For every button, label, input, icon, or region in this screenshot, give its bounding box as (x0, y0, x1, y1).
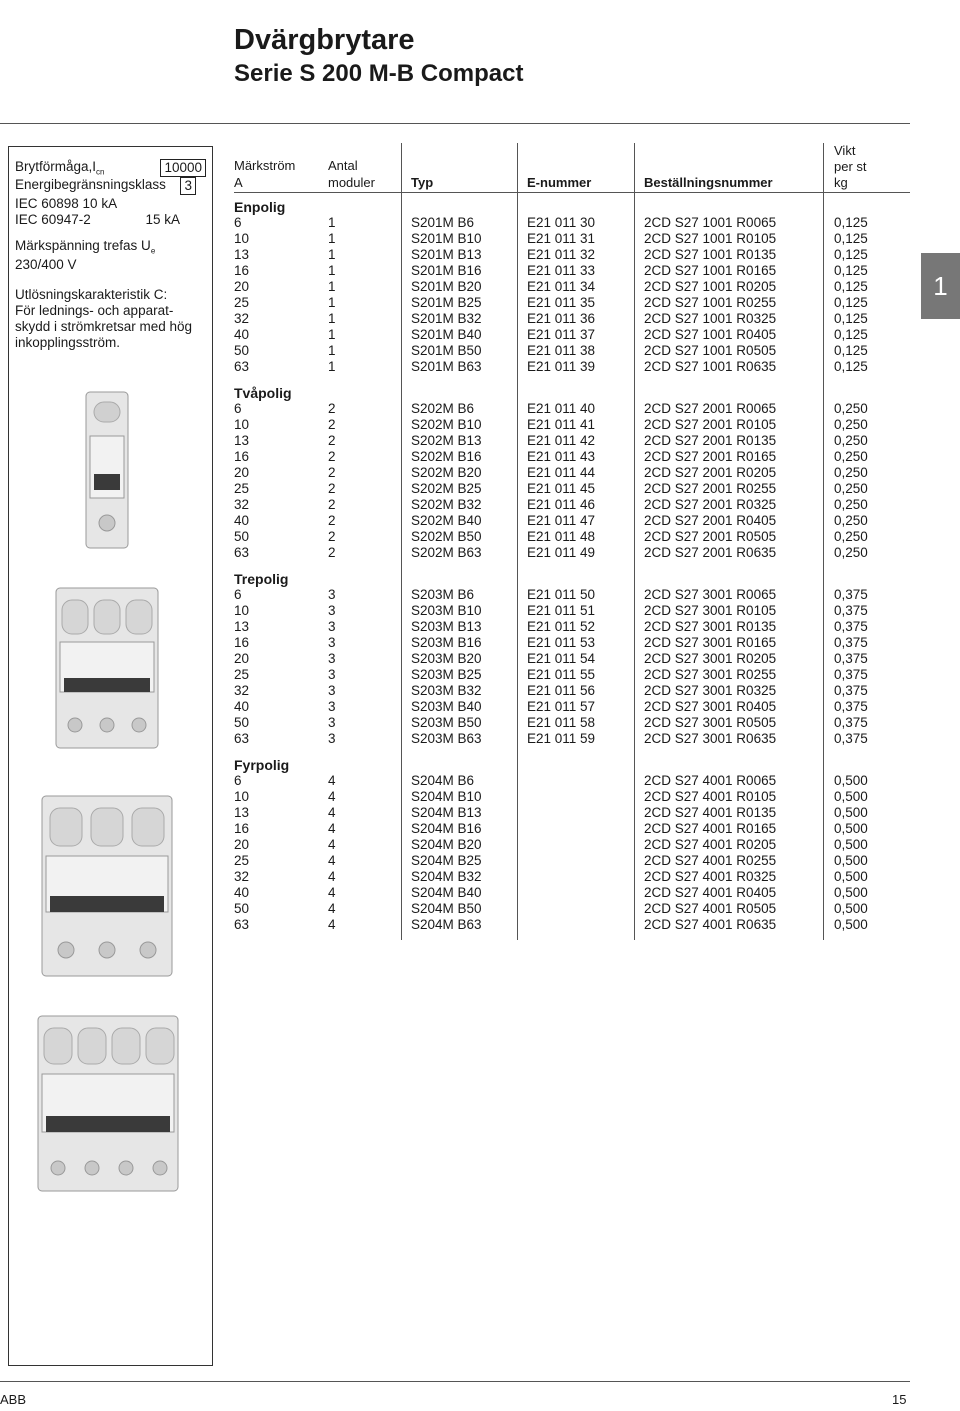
cell-enumber: E21 011 35 (527, 295, 596, 310)
cell-type: S203M B16 (411, 635, 482, 650)
cell-current: 50 (234, 529, 250, 544)
cell-modules: 3 (328, 587, 336, 602)
cell-enumber: E21 011 45 (527, 481, 596, 496)
cell-modules: 3 (328, 635, 336, 650)
cell-weight: 0,375 (834, 667, 868, 682)
cell-weight: 0,375 (834, 699, 868, 714)
cell-type: S202M B20 (411, 465, 482, 480)
cell-current: 50 (234, 715, 250, 730)
cell-weight: 0,500 (834, 869, 868, 884)
cell-current: 16 (234, 635, 250, 650)
cell-modules: 4 (328, 773, 336, 788)
group-heading: Fyrpolig (234, 757, 290, 773)
cell-modules: 4 (328, 917, 336, 932)
group-heading: Tvåpolig (234, 385, 292, 401)
cell-type: S201M B32 (411, 311, 482, 326)
cell-modules: 1 (328, 327, 336, 342)
cell-enumber: E21 011 46 (527, 497, 596, 512)
cell-weight: 0,375 (834, 587, 868, 602)
cell-enumber: E21 011 36 (527, 311, 596, 326)
header-modules-2: moduler (328, 175, 375, 190)
cell-type: S201M B10 (411, 231, 482, 246)
cell-order: 2CD S27 3001 R0165 (644, 635, 777, 650)
cell-enumber: E21 011 59 (527, 731, 596, 746)
cell-current: 40 (234, 885, 250, 900)
cell-type: S203M B25 (411, 667, 482, 682)
cell-current: 6 (234, 401, 242, 416)
cell-order: 2CD S27 3001 R0635 (644, 731, 777, 746)
spec-desc-1: För lednings- och apparat- (15, 303, 174, 318)
cell-weight: 0,250 (834, 497, 868, 512)
cell-weight: 0,250 (834, 401, 868, 416)
cell-type: S202M B32 (411, 497, 482, 512)
cell-order: 2CD S27 3001 R0205 (644, 651, 777, 666)
header-enumber: E-nummer (527, 175, 592, 190)
cell-order: 2CD S27 4001 R0165 (644, 821, 777, 836)
cell-modules: 1 (328, 343, 336, 358)
cell-current: 50 (234, 343, 250, 358)
spec-iec-60947: IEC 60947-2 15 kA (15, 212, 180, 227)
cell-enumber: E21 011 49 (527, 545, 596, 560)
cell-weight: 0,500 (834, 853, 868, 868)
cell-type: S201M B40 (411, 327, 482, 342)
cell-enumber: E21 011 47 (527, 513, 596, 528)
cell-modules: 2 (328, 417, 336, 432)
cell-order: 2CD S27 4001 R0505 (644, 901, 777, 916)
spec-rated-voltage: Märkspänning trefas $U_e$ (15, 238, 156, 256)
cell-enumber: E21 011 53 (527, 635, 596, 650)
cell-weight: 0,375 (834, 731, 868, 746)
breaking-capacity-value: 10000 (160, 159, 206, 177)
header-type: Typ (411, 175, 434, 190)
cell-enumber: E21 011 58 (527, 715, 596, 730)
cell-current: 25 (234, 481, 250, 496)
cell-order: 2CD S27 3001 R0065 (644, 587, 777, 602)
cell-modules: 1 (328, 231, 336, 246)
cell-current: 25 (234, 295, 250, 310)
cell-current: 13 (234, 619, 250, 634)
cell-order: 2CD S27 2001 R0065 (644, 401, 777, 416)
cell-weight: 0,250 (834, 513, 868, 528)
cell-order: 2CD S27 4001 R0255 (644, 853, 777, 868)
header-modules-1: Antal (328, 158, 358, 173)
cell-weight: 0,375 (834, 603, 868, 618)
cell-order: 2CD S27 4001 R0635 (644, 917, 777, 932)
cell-modules: 2 (328, 481, 336, 496)
cell-enumber: E21 011 38 (527, 343, 596, 358)
cell-weight: 0,125 (834, 327, 868, 342)
cell-weight: 0,250 (834, 481, 868, 496)
cell-type: S202M B40 (411, 513, 482, 528)
cell-modules: 3 (328, 651, 336, 666)
cell-type: S202M B10 (411, 417, 482, 432)
cell-weight: 0,250 (834, 545, 868, 560)
cell-weight: 0,125 (834, 263, 868, 278)
cell-type: S203M B40 (411, 699, 482, 714)
cell-current: 13 (234, 433, 250, 448)
spec-breaking-capacity: $Brytförmåga,I_{cn}$ 10000 (15, 159, 206, 181)
cell-weight: 0,250 (834, 433, 868, 448)
cell-weight: 0,125 (834, 215, 868, 230)
cell-modules: 2 (328, 401, 336, 416)
cell-enumber: E21 011 32 (527, 247, 596, 262)
cell-modules: 1 (328, 263, 336, 278)
cell-order: 2CD S27 4001 R0405 (644, 885, 777, 900)
cell-modules: 4 (328, 853, 336, 868)
cell-weight: 0,250 (834, 465, 868, 480)
cell-order: 2CD S27 1001 R0165 (644, 263, 777, 278)
cell-order: 2CD S27 1001 R0405 (644, 327, 777, 342)
cell-enumber: E21 011 50 (527, 587, 596, 602)
cell-enumber: E21 011 42 (527, 433, 596, 448)
cell-type: S204M B63 (411, 917, 482, 932)
cell-type: S201M B20 (411, 279, 482, 294)
cell-current: 32 (234, 497, 250, 512)
cell-weight: 0,125 (834, 311, 868, 326)
cell-type: S203M B13 (411, 619, 482, 634)
cell-order: 2CD S27 3001 R0405 (644, 699, 777, 714)
cell-enumber: E21 011 37 (527, 327, 596, 342)
cell-current: 16 (234, 821, 250, 836)
cell-order: 2CD S27 3001 R0505 (644, 715, 777, 730)
group-heading: Trepolig (234, 571, 289, 587)
cell-current: 32 (234, 683, 250, 698)
col-divider-4 (823, 143, 824, 940)
cell-current: 13 (234, 247, 250, 262)
cell-current: 40 (234, 513, 250, 528)
cell-weight: 0,500 (834, 773, 868, 788)
cell-enumber: E21 011 55 (527, 667, 596, 682)
cell-order: 2CD S27 2001 R0205 (644, 465, 777, 480)
cell-modules: 1 (328, 247, 336, 262)
cell-enumber: E21 011 41 (527, 417, 596, 432)
cell-modules: 2 (328, 497, 336, 512)
cell-order: 2CD S27 2001 R0325 (644, 497, 777, 512)
cell-modules: 1 (328, 215, 336, 230)
cell-order: 2CD S27 1001 R0255 (644, 295, 777, 310)
cell-current: 6 (234, 773, 242, 788)
cell-enumber: E21 011 44 (527, 465, 596, 480)
col-divider-2 (517, 143, 518, 940)
cell-current: 63 (234, 545, 250, 560)
cell-order: 2CD S27 3001 R0105 (644, 603, 777, 618)
cell-weight: 0,250 (834, 449, 868, 464)
footer-brand: ABB (0, 1392, 27, 1407)
cell-modules: 4 (328, 821, 336, 836)
cell-type: S204M B25 (411, 853, 482, 868)
chapter-tab: 1 (921, 253, 960, 319)
cell-modules: 3 (328, 731, 336, 746)
header-current-2: A (234, 175, 243, 190)
cell-type: S204M B40 (411, 885, 482, 900)
cell-weight: 0,250 (834, 417, 868, 432)
cell-enumber: E21 011 57 (527, 699, 596, 714)
cell-modules: 1 (328, 295, 336, 310)
cell-enumber: E21 011 34 (527, 279, 596, 294)
cell-weight: 0,250 (834, 529, 868, 544)
energy-class-value: 3 (180, 177, 196, 195)
cell-modules: 4 (328, 901, 336, 916)
cell-modules: 4 (328, 805, 336, 820)
cell-weight: 0,125 (834, 279, 868, 294)
cell-modules: 2 (328, 433, 336, 448)
cell-modules: 4 (328, 837, 336, 852)
cell-weight: 0,500 (834, 837, 868, 852)
footer-rule (0, 1381, 910, 1382)
page-number: 15 (892, 1392, 907, 1407)
cell-type: S202M B16 (411, 449, 482, 464)
cell-weight: 0,500 (834, 805, 868, 820)
cell-order: 2CD S27 4001 R0105 (644, 789, 777, 804)
cell-current: 32 (234, 869, 250, 884)
breaker-1pole-image (72, 388, 142, 553)
cell-current: 10 (234, 231, 250, 246)
cell-modules: 1 (328, 311, 336, 326)
cell-current: 40 (234, 327, 250, 342)
cell-current: 10 (234, 603, 250, 618)
cell-order: 2CD S27 1001 R0635 (644, 359, 777, 374)
cell-type: S203M B32 (411, 683, 482, 698)
cell-order: 2CD S27 2001 R0255 (644, 481, 777, 496)
cell-weight: 0,125 (834, 247, 868, 262)
cell-enumber: E21 011 54 (527, 651, 596, 666)
cell-current: 20 (234, 279, 250, 294)
cell-order: 2CD S27 2001 R0405 (644, 513, 777, 528)
cell-type: S203M B50 (411, 715, 482, 730)
cell-modules: 2 (328, 513, 336, 528)
cell-weight: 0,125 (834, 343, 868, 358)
spec-desc-3: inkopplingsström. (15, 335, 121, 350)
cell-modules: 4 (328, 789, 336, 804)
cell-modules: 3 (328, 603, 336, 618)
cell-order: 2CD S27 4001 R0325 (644, 869, 777, 884)
cell-weight: 0,375 (834, 683, 868, 698)
cell-order: 2CD S27 1001 R0325 (644, 311, 777, 326)
cell-order: 2CD S27 1001 R0505 (644, 343, 777, 358)
cell-current: 25 (234, 667, 250, 682)
cell-weight: 0,375 (834, 619, 868, 634)
cell-order: 2CD S27 4001 R0065 (644, 773, 777, 788)
cell-type: S201M B16 (411, 263, 482, 278)
cell-current: 20 (234, 837, 250, 852)
cell-weight: 0,500 (834, 821, 868, 836)
cell-current: 10 (234, 417, 250, 432)
cell-current: 32 (234, 311, 250, 326)
cell-type: S201M B13 (411, 247, 482, 262)
cell-modules: 2 (328, 545, 336, 560)
cell-type: S202M B25 (411, 481, 482, 496)
cell-order: 2CD S27 4001 R0135 (644, 805, 777, 820)
cell-weight: 0,375 (834, 715, 868, 730)
cell-enumber: E21 011 39 (527, 359, 596, 374)
cell-weight: 0,500 (834, 901, 868, 916)
cell-type: S201M B6 (411, 215, 475, 230)
spec-energy-class: Energibegränsningsklass 3 (15, 177, 196, 193)
cell-modules: 3 (328, 683, 336, 698)
cell-modules: 1 (328, 279, 336, 294)
header-weight-2: per st (834, 159, 867, 174)
cell-current: 40 (234, 699, 250, 714)
cell-enumber: E21 011 52 (527, 619, 596, 634)
cell-type: S201M B63 (411, 359, 482, 374)
col-divider-1 (401, 143, 402, 940)
cell-modules: 3 (328, 715, 336, 730)
cell-order: 2CD S27 2001 R0165 (644, 449, 777, 464)
header-current-1: Märkström (234, 158, 296, 173)
cell-type: S204M B13 (411, 805, 482, 820)
cell-order: 2CD S27 4001 R0205 (644, 837, 777, 852)
cell-order: 2CD S27 2001 R0505 (644, 529, 777, 544)
cell-weight: 0,375 (834, 635, 868, 650)
spec-desc-2: skydd i strömkretsar med hög (15, 319, 193, 334)
cell-weight: 0,125 (834, 359, 868, 374)
cell-weight: 0,500 (834, 789, 868, 804)
cell-order: 2CD S27 1001 R0205 (644, 279, 777, 294)
cell-enumber: E21 011 33 (527, 263, 596, 278)
cell-modules: 3 (328, 667, 336, 682)
cell-type: S204M B50 (411, 901, 482, 916)
group-heading: Enpolig (234, 199, 286, 215)
page-subtitle: Serie S 200 M-B Compact (234, 60, 524, 87)
cell-weight: 0,125 (834, 231, 868, 246)
cell-current: 63 (234, 359, 250, 374)
cell-type: S201M B25 (411, 295, 482, 310)
cell-weight: 0,500 (834, 917, 868, 932)
cell-current: 63 (234, 731, 250, 746)
cell-modules: 2 (328, 465, 336, 480)
cell-enumber: E21 011 30 (527, 215, 596, 230)
cell-type: S203M B10 (411, 603, 482, 618)
page-title: Dvärgbrytare (234, 24, 415, 56)
breaker-3pole-image-2 (32, 788, 182, 983)
cell-type: S204M B32 (411, 869, 482, 884)
cell-type: S203M B6 (411, 587, 475, 602)
breaker-4pole-image (28, 1008, 188, 1198)
cell-modules: 3 (328, 699, 336, 714)
cell-order: 2CD S27 1001 R0065 (644, 215, 777, 230)
cell-order: 2CD S27 1001 R0135 (644, 247, 777, 262)
cell-weight: 0,375 (834, 651, 868, 666)
cell-modules: 2 (328, 449, 336, 464)
cell-current: 25 (234, 853, 250, 868)
cell-enumber: E21 011 31 (527, 231, 596, 246)
cell-current: 50 (234, 901, 250, 916)
cell-current: 20 (234, 651, 250, 666)
cell-enumber: E21 011 56 (527, 683, 596, 698)
cell-order: 2CD S27 3001 R0255 (644, 667, 777, 682)
cell-modules: 4 (328, 885, 336, 900)
cell-type: S202M B6 (411, 401, 475, 416)
header-rule (234, 192, 910, 193)
cell-modules: 2 (328, 529, 336, 544)
cell-enumber: E21 011 43 (527, 449, 596, 464)
cell-type: S203M B63 (411, 731, 482, 746)
cell-type: S204M B10 (411, 789, 482, 804)
cell-modules: 3 (328, 619, 336, 634)
cell-current: 16 (234, 449, 250, 464)
spec-iec-60898: IEC 60898 10 kA (15, 196, 118, 211)
cell-current: 10 (234, 789, 250, 804)
cell-type: S204M B6 (411, 773, 475, 788)
cell-order: 2CD S27 3001 R0325 (644, 683, 777, 698)
header-weight-3: kg (834, 175, 848, 190)
cell-enumber: E21 011 51 (527, 603, 596, 618)
cell-current: 6 (234, 215, 242, 230)
spec-trip-char: Utlösningskarakteristik C: (15, 287, 168, 302)
cell-current: 6 (234, 587, 242, 602)
spec-voltage-value: 230/400 V (15, 257, 77, 272)
header-weight-1: Vikt (834, 143, 856, 158)
cell-current: 20 (234, 465, 250, 480)
top-rule (0, 123, 910, 124)
cell-order: 2CD S27 2001 R0105 (644, 417, 777, 432)
cell-type: S204M B20 (411, 837, 482, 852)
cell-order: 2CD S27 1001 R0105 (644, 231, 777, 246)
cell-type: S201M B50 (411, 343, 482, 358)
cell-weight: 0,125 (834, 295, 868, 310)
cell-order: 2CD S27 2001 R0135 (644, 433, 777, 448)
cell-type: S203M B20 (411, 651, 482, 666)
cell-enumber: E21 011 48 (527, 529, 596, 544)
cell-weight: 0,500 (834, 885, 868, 900)
cell-current: 63 (234, 917, 250, 932)
cell-type: S202M B63 (411, 545, 482, 560)
cell-order: 2CD S27 3001 R0135 (644, 619, 777, 634)
cell-current: 16 (234, 263, 250, 278)
breaker-3pole-image (42, 580, 172, 755)
cell-type: S204M B16 (411, 821, 482, 836)
cell-type: S202M B13 (411, 433, 482, 448)
cell-enumber: E21 011 40 (527, 401, 596, 416)
cell-order: 2CD S27 2001 R0635 (644, 545, 777, 560)
col-divider-3 (634, 143, 635, 940)
cell-modules: 4 (328, 869, 336, 884)
cell-modules: 1 (328, 359, 336, 374)
cell-current: 13 (234, 805, 250, 820)
cell-type: S202M B50 (411, 529, 482, 544)
header-order: Beställningsnummer (644, 175, 773, 190)
